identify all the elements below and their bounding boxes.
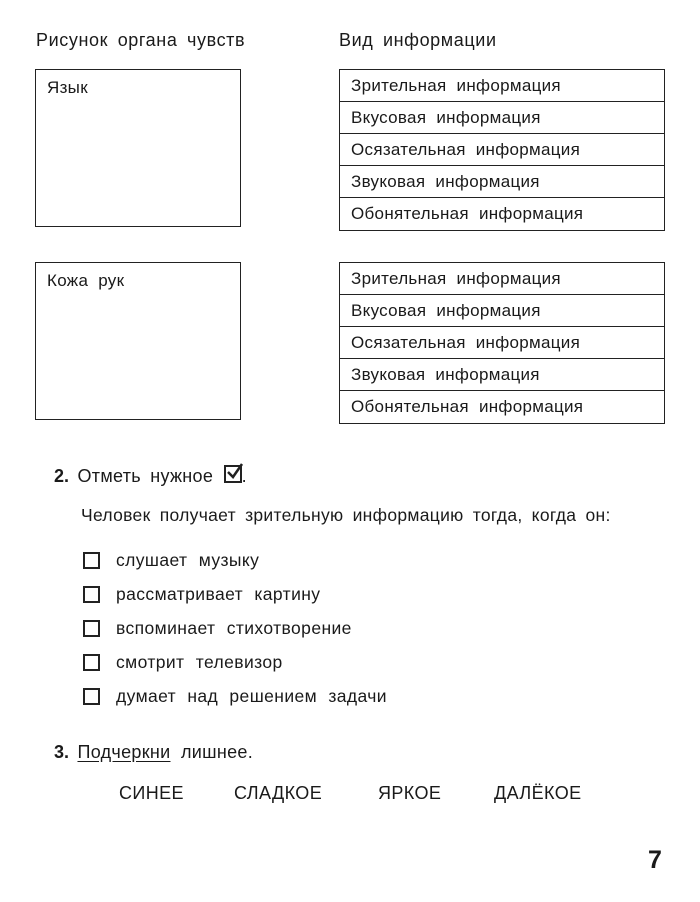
info-type-option[interactable]: Звуковая информация bbox=[340, 166, 664, 198]
task-2-heading: 2. Отметь нужное . bbox=[54, 466, 247, 486]
task-instruction: лишнее. bbox=[180, 742, 254, 762]
info-type-option[interactable]: Звуковая информация bbox=[340, 359, 664, 391]
word-choice[interactable]: ДАЛЁКОЕ bbox=[494, 783, 582, 803]
info-type-option[interactable]: Осязательная информация bbox=[340, 134, 664, 166]
task-number: 2. bbox=[54, 466, 70, 486]
info-type-option[interactable]: Обонятельная информация bbox=[351, 204, 584, 223]
organ-label: Язык bbox=[47, 78, 88, 97]
info-type-table bbox=[339, 69, 665, 231]
answer-checkbox[interactable] bbox=[83, 688, 100, 705]
organ-picture-box[interactable] bbox=[35, 262, 241, 420]
info-type-option[interactable]: Осязательная информация bbox=[340, 327, 664, 359]
answer-label: вспоминает стихотворение bbox=[116, 618, 352, 638]
info-type-table bbox=[339, 262, 665, 424]
word-choice[interactable]: ЯРКОЕ bbox=[378, 783, 442, 803]
picture-column-header: Рисунок органа чувств bbox=[36, 30, 246, 50]
page-number: 7 bbox=[648, 846, 662, 874]
task-instruction: Отметь нужное bbox=[77, 466, 214, 486]
answer-label: думает над решением задачи bbox=[116, 686, 387, 706]
info-column-header: Вид информации bbox=[339, 30, 497, 50]
info-type-option[interactable]: Вкусовая информация bbox=[340, 295, 664, 327]
task-instruction-underlined: Подчеркни bbox=[77, 742, 171, 762]
info-type-option[interactable]: Вкусовая информация bbox=[340, 102, 664, 134]
checkmark-icon bbox=[224, 465, 242, 483]
info-type-option[interactable]: Зрительная информация bbox=[340, 263, 664, 295]
task-3-heading bbox=[54, 742, 253, 763]
answer-label: слушает музыку bbox=[116, 550, 260, 570]
answer-label: рассматривает картину bbox=[116, 584, 321, 604]
word-choice[interactable]: СИНЕЕ bbox=[119, 783, 184, 803]
info-type-option[interactable]: Зрительная информация bbox=[340, 70, 664, 102]
answer-label: смотрит телевизор bbox=[116, 652, 283, 672]
task-number: 3. bbox=[54, 742, 70, 762]
answer-checkbox[interactable] bbox=[83, 620, 100, 637]
organ-label: Кожа рук bbox=[47, 271, 125, 290]
answer-checkbox[interactable] bbox=[83, 552, 100, 569]
answer-checkbox[interactable] bbox=[83, 654, 100, 671]
organ-picture-box[interactable] bbox=[35, 69, 241, 227]
word-choice[interactable]: СЛАДКОЕ bbox=[234, 783, 323, 803]
answer-checkbox[interactable] bbox=[83, 586, 100, 603]
task-question: Человек получает зрительную информацию тогда, когда он: bbox=[81, 505, 611, 525]
info-type-option[interactable]: Обонятельная информация bbox=[351, 397, 584, 416]
